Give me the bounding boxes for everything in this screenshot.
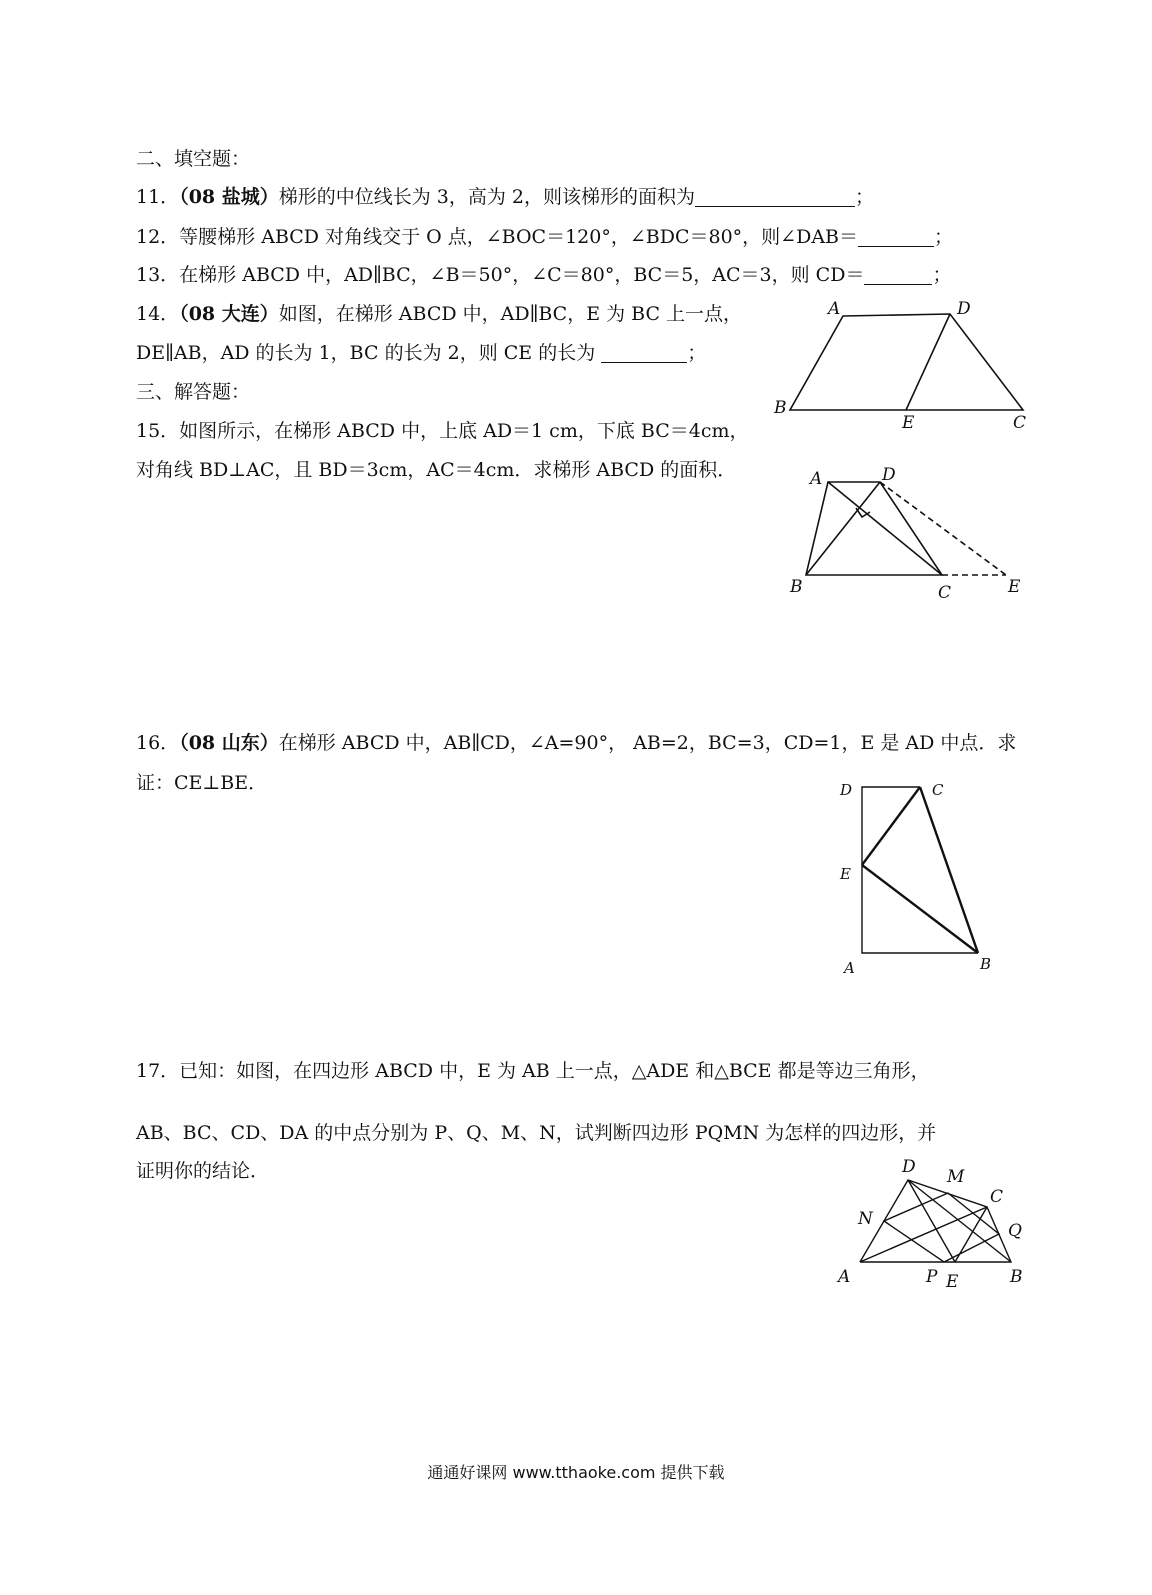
- question-14-line-1: [136, 301, 742, 327]
- q16-right-trapezoid-figure: [830, 775, 1010, 980]
- q17-quadrilateral-pqmn: [884, 1193, 999, 1262]
- q12-text: 12．等腰梯形 ABCD 对角线交于 O 点，∠BOC＝120°，∠BDC＝80°，则∠DAB＝: [136, 226, 859, 248]
- q16-label-a: A: [844, 959, 855, 977]
- question-13: [136, 262, 951, 288]
- q17-diagonal-ac: [860, 1207, 987, 1262]
- q14-trapezoid-outline: [790, 314, 1023, 410]
- q11-end: ；: [855, 186, 875, 208]
- q16-label-e: E: [840, 865, 851, 883]
- q13-end: ；: [932, 264, 952, 286]
- q14-number: 14．: [136, 303, 180, 325]
- q16-segment-be: [862, 865, 978, 953]
- q14-answer-blank[interactable]: [601, 344, 687, 363]
- q17-quadrilateral-abcd: [860, 1180, 1011, 1262]
- q12-answer-blank[interactable]: [858, 228, 934, 247]
- q14-label-c: C: [1013, 413, 1027, 433]
- q11-answer-blank[interactable]: [695, 188, 855, 207]
- q15-dashed-de: [880, 482, 1006, 575]
- q16-outline-thin: [862, 787, 978, 953]
- question-16-line-1: [136, 730, 1016, 756]
- q15-label-e: E: [1008, 577, 1021, 597]
- q17-label-p: P: [926, 1267, 938, 1287]
- q11-number: 11．: [136, 186, 180, 208]
- q15-label-a: A: [810, 469, 823, 489]
- q14-label-a: A: [828, 299, 841, 319]
- question-12: [136, 224, 953, 250]
- q14-segment-de: [906, 314, 950, 410]
- q16-label-b: B: [980, 955, 992, 973]
- q14-text-1: 如图，在梯形 ABCD 中，AD∥BC，E 为 BC 上一点，: [278, 303, 743, 325]
- q13-answer-blank[interactable]: [864, 266, 932, 285]
- section-answer-heading: 三、解答题：: [136, 381, 251, 403]
- q15-trapezoid-outline: [806, 482, 942, 575]
- q17-label-c: C: [990, 1187, 1004, 1207]
- q14-source: （08 大连）: [179, 303, 279, 325]
- q14-text-2: DE∥AB，AD 的长为 1，BC 的长为 2，则 CE 的长为: [136, 342, 596, 364]
- q15-label-c: C: [938, 583, 952, 603]
- q16-text-1: 在梯形 ABCD 中，AB∥CD，∠A=90°， AB=2，BC=3，CD=1，E 是 AD 中点．求: [278, 732, 1017, 754]
- q16-label-d: D: [840, 781, 853, 799]
- q14-end: ；: [687, 342, 707, 364]
- q17-label-n: N: [858, 1209, 873, 1229]
- question-17-line-2: AB、BC、CD、DA 的中点分别为 P、Q、M、N，试判断四边形 PQMN 为怎样的四边形，并: [136, 1122, 937, 1144]
- q15-diagonal-ac: [828, 482, 942, 575]
- q14-label-e: E: [902, 413, 915, 433]
- q17-label-m: M: [947, 1167, 965, 1187]
- question-15-line-2: 对角线 BD⊥AC，且 BD＝3cm，AC＝4cm．求梯形 ABCD 的面积．: [136, 459, 737, 481]
- q13-text: 13．在梯形 ABCD 中，AD∥BC，∠B＝50°，∠C＝80°，BC＝5，AC＝3，则 CD＝: [136, 264, 865, 286]
- q15-label-b: B: [790, 577, 803, 597]
- q17-label-d: D: [902, 1157, 916, 1177]
- q16-source: （08 山东）: [179, 732, 279, 754]
- q17-label-q: Q: [1008, 1221, 1022, 1241]
- question-11: [136, 184, 874, 210]
- q17-label-e: E: [946, 1272, 959, 1292]
- q16-label-c: C: [932, 781, 944, 799]
- q16-side-bc: [920, 787, 978, 953]
- q16-segment-ce: [862, 787, 920, 865]
- page-footer: 通通好课网 www.tthaoke.com 提供下载: [427, 1463, 725, 1482]
- q15-trapezoid-figure: [780, 460, 1040, 610]
- q11-source: （08 盐城）: [179, 186, 279, 208]
- q12-end: ；: [934, 226, 954, 248]
- q17-label-a: A: [838, 1267, 851, 1287]
- question-17-line-1: 17．已知：如图，在四边形 ABCD 中，E 为 AB 上一点，△ADE 和△BCE 都是等边三角形，: [136, 1060, 930, 1082]
- q15-label-d: D: [882, 465, 896, 485]
- q14-label-d: D: [957, 299, 971, 319]
- question-15-line-1: 15．如图所示，在梯形 ABCD 中，上底 AD＝1 cm，下底 BC＝4cm，: [136, 420, 749, 442]
- question-16-line-2: 证：CE⊥BE．: [136, 772, 268, 794]
- q17-label-b: B: [1010, 1267, 1023, 1287]
- q16-number: 16．: [136, 732, 180, 754]
- question-17-line-3: 证明你的结论．: [136, 1160, 270, 1182]
- q14-label-b: B: [774, 398, 787, 418]
- question-14-line-2: [136, 340, 706, 366]
- q14-trapezoid-figure: [760, 292, 1050, 437]
- q11-text: 梯形的中位线长为 3，高为 2，则该梯形的面积为: [278, 186, 696, 208]
- section-fill-in-heading: 二、填空题：: [136, 148, 251, 170]
- q17-quadrilateral-figure: [830, 1150, 1040, 1295]
